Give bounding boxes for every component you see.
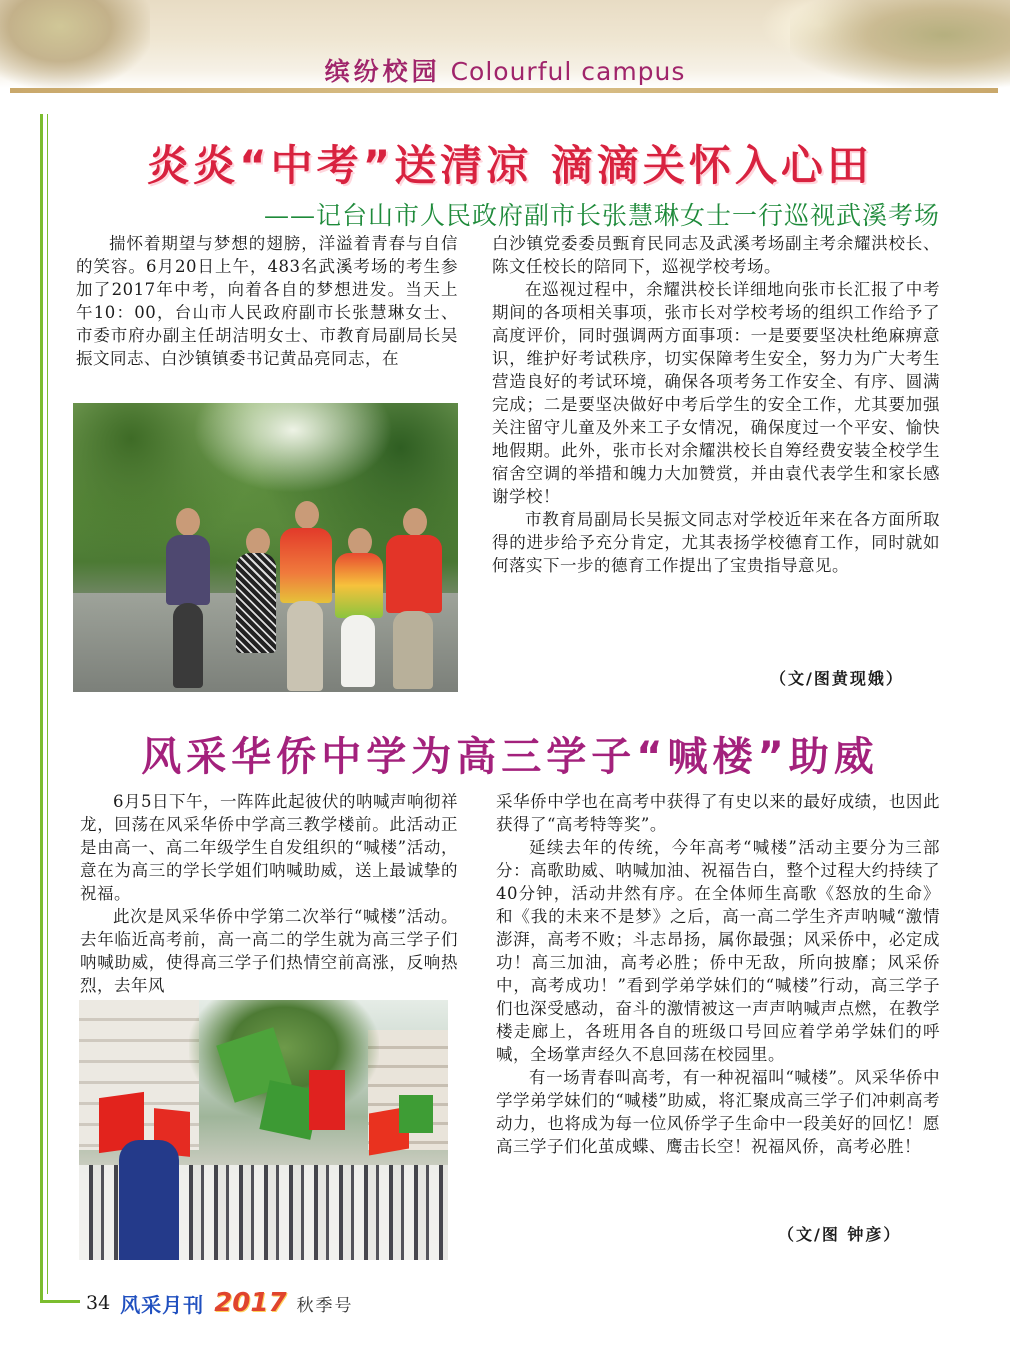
person-foreground bbox=[119, 1140, 179, 1260]
person-body bbox=[335, 553, 383, 618]
article2-paragraph: 此次是风采华侨中学第二次举行“喊楼”活动。去年临近高考前，高一高二的学生就为高三学子们呐喊助威，使得高三学子们热情空前高涨，反响热烈，去年风 bbox=[80, 907, 458, 995]
article1-paragraph: 市教育局副局长吴振文同志对学校近年来在各方面所取得的进步给予充分肯定，尤其表扬学校德育工作，同时就如何落实下一步的德育工作提出了宝贵指导意见。 bbox=[492, 510, 940, 575]
article2-paragraph: 6月5日下午，一阵阵此起彼伏的呐喊声响彻祥龙，回荡在风采华侨中学高三教学楼前。此活动正是由高一、高二年级学生自发组织的“喊楼”活动，意在为高三的学长学姐们呐喊助威，送上最诚挚的祝福。 bbox=[80, 792, 458, 903]
article1-column-right bbox=[492, 232, 940, 577]
article1-paragraph: 在巡视过程中，余耀洪校长详细地向张市长汇报了中考期间的各项相关事项，张市长对学校考场的组织工作给予了高度评价，同时强调两方面事项：一是要要坚决杜绝麻痹意识，维护好考试秩序，切实保障考生安全，努力为广大考生营造良好的考试环境，确保各项考务工作安全、有序、圆满完成；二是要坚决做好中考后学生的安全工作，尤其要加强关注留守儿童及外来工子女情况，确保度过一个平安、愉快地假期。此外，张市长对余耀洪校长自筹经费安装全校学生宿舍空调的举措和魄力大加赞赏，并由袁代表学生和家长感谢学校！ bbox=[492, 280, 940, 506]
person-legs bbox=[393, 611, 433, 689]
article2-credit: （文/图 钟彦） bbox=[778, 1225, 902, 1244]
article2-paragraph: 延续去年的传统，今年高考“喊楼”活动主要分为三部分：高歌助威、呐喊加油、祝福告白，整个过程大约持续了40分钟，活动井然有序。在全体师生高歌《怒放的生命》和《我的未来不是梦》之后，高一高二学生齐声呐喊“激情澎湃，高考不败；斗志昂扬，属你最强；风采侨中，必定成功！高三加油，高考必胜；侨中无敌，所向披靡；风采侨中，高考成功！”看到学弟学妹们的“喊楼”行动，高三学子们也深受感动，奋斗的激情被这一声声呐喊声点燃，在教学楼走廊上，各班用各自的班级口号回应着学弟学妹们的呼喊，全场掌声经久不息回荡在校园里。 bbox=[496, 838, 940, 1064]
person-head bbox=[403, 508, 427, 536]
article1-credit: （文/图黄现娥） bbox=[770, 669, 904, 688]
person-body bbox=[236, 553, 276, 653]
issue-year: 2017 bbox=[214, 1288, 287, 1318]
magazine-name: 风采月刊 bbox=[120, 1292, 205, 1317]
article2-column-left bbox=[80, 790, 458, 997]
person-head bbox=[295, 501, 319, 529]
article2-column-right bbox=[496, 790, 940, 1158]
frame-line-bottom bbox=[40, 1300, 80, 1303]
frame-line-left-thin bbox=[47, 114, 48, 1294]
page-number: 34 bbox=[86, 1292, 111, 1314]
article1-column-left bbox=[76, 232, 458, 370]
article1-photo bbox=[73, 403, 458, 692]
article2-paragraph-continued: 采华侨中学也在高考中获得了有史以来的最好成绩，也因此获得了“高考特等奖”。 bbox=[496, 792, 940, 834]
person-head bbox=[176, 508, 200, 536]
red-flag bbox=[309, 1070, 345, 1130]
issue-season: 秋季号 bbox=[296, 1295, 354, 1316]
article2-paragraph: 有一场青春叫高考，有一种祝福叫“喊楼”。风采华侨中学学弟学妹们的“喊楼”助威，将汇聚成高三学子们冲刺高考动力，也将成为每一位风侨学子生命中一段美好的回忆！愿高三学子们化茧成蝶、鹰击长空！祝福风侨，高考必胜！ bbox=[496, 1068, 940, 1156]
person-legs bbox=[341, 615, 375, 687]
article1-paragraph: 揣怀着期望与梦想的翅膀，洋溢着青春与自信的笑容。6月20日上午，483名武溪考场的考生参加了2017年中考，向着各自的梦想进发。当天上午10：00，台山市人民政府副市长张慧琳女士、市委市府办副主任胡洁明女士、市教育局副局长吴振文同志、白沙镇镇委书记黄品亮同志，在 bbox=[76, 234, 458, 368]
person-body bbox=[280, 528, 332, 603]
person-head bbox=[246, 528, 270, 556]
person-legs bbox=[173, 603, 203, 688]
person-legs bbox=[287, 601, 323, 691]
frame-line-left bbox=[40, 114, 43, 1300]
header-rule bbox=[10, 88, 998, 93]
article1-paragraph-continued: 白沙镇党委委员甄育民同志及武溪考场副主考余耀洪校长、陈文任校长的陪同下，巡视学校考场。 bbox=[492, 234, 940, 276]
person-body bbox=[166, 535, 210, 605]
person-body bbox=[386, 535, 442, 613]
section-title bbox=[0, 52, 1010, 88]
article1-title: 炎炎“中考”送清凉 滴滴关怀入心田 bbox=[147, 141, 873, 190]
photo-sky bbox=[193, 403, 393, 493]
header-banner bbox=[0, 0, 1010, 88]
article2-title: 风采华侨中学为高三学子“喊楼”助威 bbox=[141, 734, 879, 780]
page-footer bbox=[86, 1288, 354, 1318]
green-flag bbox=[399, 1095, 433, 1133]
article1-subtitle: ——记台山市人民政府副市长张慧琳女士一行巡视武溪考场 bbox=[263, 201, 940, 230]
article2-photo bbox=[79, 1000, 448, 1260]
section-title-en: Colourful campus bbox=[450, 57, 686, 86]
person-head bbox=[348, 528, 372, 556]
section-title-cn: 缤纷校园 bbox=[324, 57, 441, 86]
